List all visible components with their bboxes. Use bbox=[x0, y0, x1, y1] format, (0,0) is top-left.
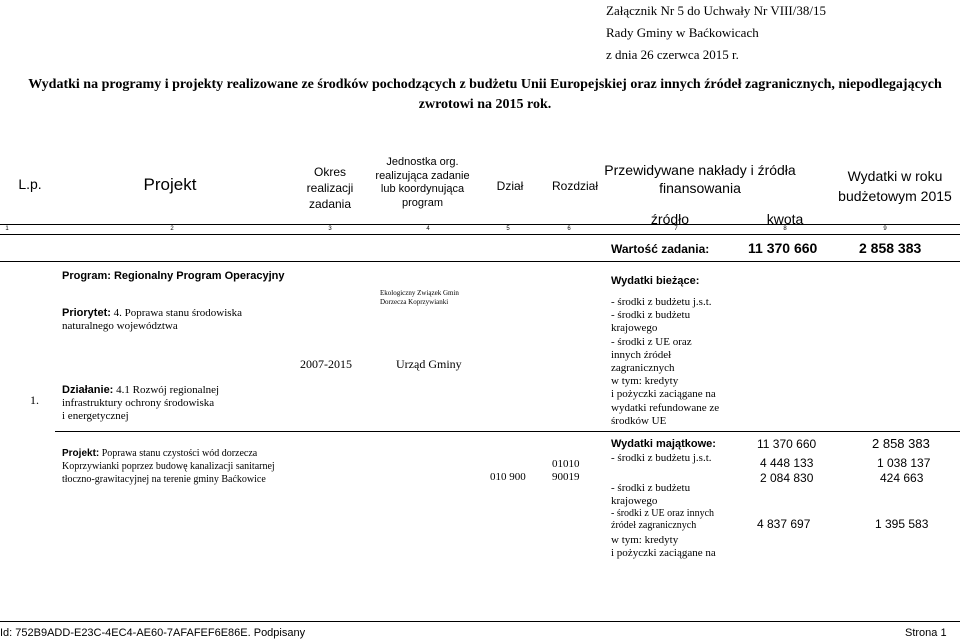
document-title bbox=[20, 75, 950, 115]
resolution-date-line: z dnia 26 czerwca 2015 r. bbox=[606, 47, 739, 62]
wydatki-ue: 1 395 583 bbox=[875, 517, 929, 531]
project-rozdzial: 01010 90019 bbox=[552, 458, 580, 483]
kwota-jst: 4 448 133 bbox=[760, 456, 814, 470]
jednostka-ekologiczny-zwiazek: Ekologiczny Związek Gmin Dorzecza Koprzywianki bbox=[380, 289, 459, 306]
dzialanie-block bbox=[62, 384, 219, 423]
project-label: Projekt: bbox=[62, 448, 100, 459]
header-okres: Okres realizacji zadania bbox=[306, 165, 354, 211]
column-number-5: 5 bbox=[506, 226, 510, 232]
column-number-2: 2 bbox=[170, 226, 174, 232]
column-number-9: 9 bbox=[883, 226, 887, 232]
wartosc-zadania-wydatki: 2 858 383 bbox=[859, 240, 922, 256]
header-dzial: Dział bbox=[496, 179, 524, 193]
dzialanie-value: 4.1 Rozwój regionalnej infrastruktury ochrony środowiska i energetycznej bbox=[62, 384, 220, 422]
header-rozdzial: Rozdział bbox=[551, 179, 599, 193]
document-title-line2: zwrotowi na 2015 rok. bbox=[418, 97, 552, 112]
page-number: Strona 1 bbox=[905, 627, 947, 639]
header-naklady: Przewidywane nakłady i źródła finansowania bbox=[604, 162, 796, 196]
footer-rule bbox=[0, 621, 960, 622]
kwota-ue: 4 837 697 bbox=[757, 517, 811, 531]
column-number-3: 3 bbox=[328, 226, 332, 232]
row-lp: 1. bbox=[30, 393, 39, 407]
kwota-krajowy: 2 084 830 bbox=[760, 471, 814, 485]
document-id: Id: 752B9ADD-E23C-4EC4-AE60-7AFAFEF6E86E. Podpisany bbox=[0, 627, 306, 639]
dzialanie-label: Działanie: bbox=[62, 384, 114, 396]
program-label: Program: bbox=[62, 270, 111, 282]
priorytet-value: 4. Poprawa stanu środowiska naturalnego województwa bbox=[62, 307, 242, 332]
wydatki-jst: 1 038 137 bbox=[877, 456, 931, 470]
document-title-line1: Wydatki na programy i projekty realizowane ze środków pochodzących z budżetu Unii Europejskiej oraz innych źródeł zagranicznych, niepodlegających bbox=[28, 77, 942, 92]
column-number-8: 8 bbox=[783, 226, 787, 232]
program-value: Regionalny Program Operacyjny bbox=[113, 270, 285, 282]
column-number-4: 4 bbox=[426, 226, 430, 232]
src-budzet-jst: - środki z budżetu j.s.t. bbox=[611, 452, 712, 464]
column-number-7: 7 bbox=[674, 226, 678, 232]
wartosc-zadania-kwota: 11 370 660 bbox=[748, 240, 818, 256]
wartosc-bottom-rule bbox=[0, 261, 960, 262]
wydatki-biezace-label: Wydatki bieżące: bbox=[611, 275, 700, 287]
header-lp: L.p. bbox=[18, 176, 42, 192]
wydatki-biezace-sources: - środki z budżetu j.s.t. - środki z budżetu krajowego - środki z UE oraz innych źródeł zagranicznych w tym: kredyty i pożyczki zaciągane na wydatki refundowane ze środków UE bbox=[611, 296, 720, 427]
column-numbers-top-rule bbox=[0, 224, 960, 225]
header-projekt: Projekt bbox=[143, 175, 197, 194]
priorytet-label: Priorytet: bbox=[62, 307, 111, 319]
column-number-1: 1 bbox=[5, 226, 9, 232]
header-jednostka: Jednostka org. realizująca zadanie lub koordynująca program bbox=[375, 156, 470, 209]
project-block bbox=[62, 447, 275, 486]
program-line bbox=[62, 270, 285, 283]
wydatki-majatkowe-label: Wydatki majątkowe: bbox=[611, 438, 716, 450]
src-ue-zagraniczne: - środki z UE oraz innych źródeł zagranicznych bbox=[611, 508, 715, 531]
column-numbers-bottom-rule bbox=[0, 234, 960, 235]
project-dzial: 010 900 bbox=[490, 471, 526, 483]
priorytet-block bbox=[62, 307, 242, 333]
council-name-line: Rady Gminy w Baćkowicach bbox=[606, 25, 759, 40]
wydatki-krajowy: 424 663 bbox=[880, 471, 924, 485]
wartosc-zadania-label: Wartość zadania: bbox=[611, 242, 710, 256]
wydatki-total: 2 858 383 bbox=[872, 436, 930, 451]
column-number-6: 6 bbox=[567, 226, 571, 232]
resolution-attachment-line: Załącznik Nr 5 do Uchwały Nr VIII/38/15 bbox=[606, 3, 826, 18]
header-wydatki-2015: Wydatki w roku budżetowym 2015 bbox=[838, 168, 952, 204]
okres-realizacji: 2007-2015 bbox=[300, 357, 352, 371]
project-separator-rule bbox=[55, 431, 960, 432]
kwota-total: 11 370 660 bbox=[757, 437, 817, 451]
jednostka-urzad-gminy: Urząd Gminy bbox=[396, 357, 462, 371]
header-zrodlo: źródło bbox=[650, 211, 690, 227]
src-budzet-krajowy: - środki z budżetu krajowego bbox=[611, 482, 691, 507]
src-kredyty: w tym: kredyty i pożyczki zaciągane na bbox=[611, 534, 716, 559]
project-text: Poprawa stanu czystości wód dorzecza Koprzywianki poprzez budowę kanalizacji sanitarnej tłoczno-grawitacyjnej na terenie gminy Baćkowice bbox=[62, 448, 275, 485]
header-kwota: kwota bbox=[766, 211, 804, 227]
